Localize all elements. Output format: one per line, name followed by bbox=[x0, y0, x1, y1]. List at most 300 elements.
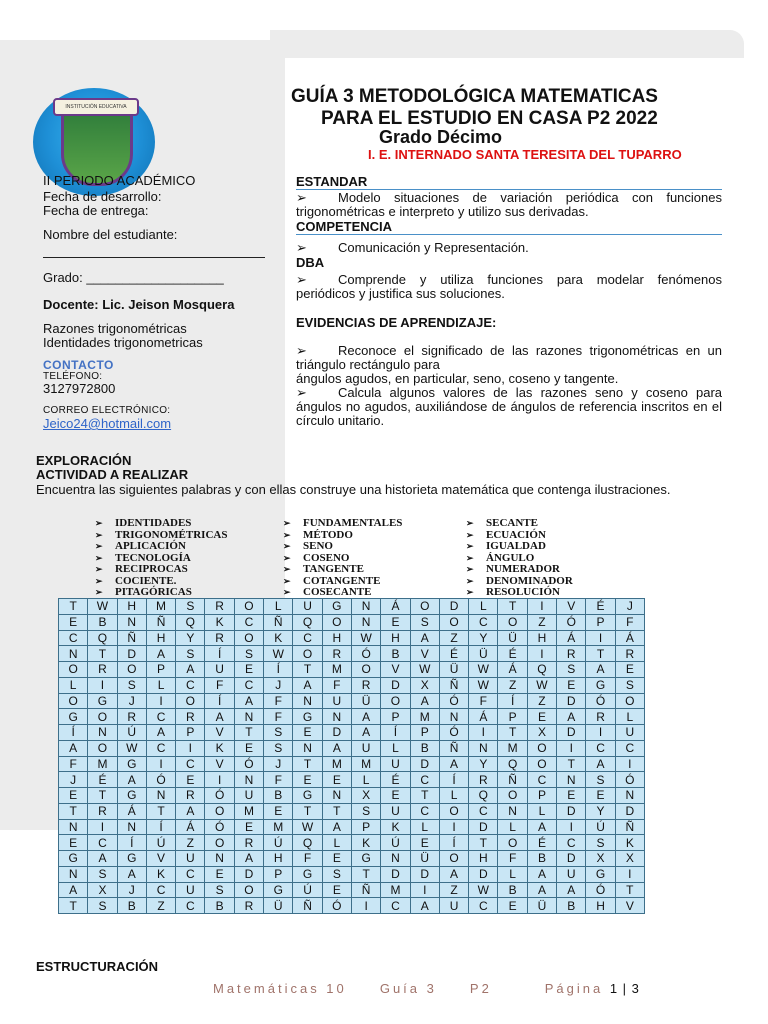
grid-cell[interactable]: D bbox=[411, 867, 440, 883]
grid-cell[interactable]: V bbox=[616, 898, 645, 914]
grid-cell[interactable]: I bbox=[352, 898, 381, 914]
grid-cell[interactable]: C bbox=[176, 678, 205, 694]
grid-cell[interactable]: G bbox=[118, 788, 147, 804]
grid-cell[interactable]: L bbox=[616, 709, 645, 725]
grid-cell[interactable]: C bbox=[235, 615, 264, 631]
grid-cell[interactable]: T bbox=[469, 835, 498, 851]
grid-cell[interactable]: Z bbox=[440, 631, 469, 647]
grid-cell[interactable]: P bbox=[381, 709, 410, 725]
grid-cell[interactable]: V bbox=[205, 725, 234, 741]
grid-cell[interactable]: A bbox=[118, 867, 147, 883]
grid-cell[interactable]: X bbox=[528, 725, 557, 741]
grid-cell[interactable]: U bbox=[440, 898, 469, 914]
grid-cell[interactable]: D bbox=[118, 646, 147, 662]
grid-cell[interactable]: N bbox=[118, 615, 147, 631]
grid-cell[interactable]: U bbox=[557, 867, 586, 883]
grid-cell[interactable]: B bbox=[498, 883, 527, 899]
grid-cell[interactable]: P bbox=[147, 662, 176, 678]
grid-cell[interactable]: Í bbox=[118, 835, 147, 851]
grid-cell[interactable]: P bbox=[352, 820, 381, 836]
grid-cell[interactable]: J bbox=[264, 678, 293, 694]
grid-cell[interactable]: S bbox=[586, 772, 615, 788]
grid-cell[interactable]: Y bbox=[469, 631, 498, 647]
grid-cell[interactable]: I bbox=[88, 820, 117, 836]
grid-cell[interactable]: C bbox=[147, 741, 176, 757]
grid-cell[interactable]: O bbox=[88, 709, 117, 725]
grid-cell[interactable]: R bbox=[205, 599, 234, 615]
grid-cell[interactable]: F bbox=[59, 757, 88, 773]
grid-cell[interactable]: A bbox=[440, 757, 469, 773]
grid-cell[interactable]: F bbox=[205, 678, 234, 694]
grid-cell[interactable]: O bbox=[293, 646, 322, 662]
grid-cell[interactable]: P bbox=[411, 725, 440, 741]
grid-cell[interactable]: É bbox=[381, 772, 410, 788]
grid-cell[interactable]: I bbox=[411, 883, 440, 899]
grid-cell[interactable]: Á bbox=[469, 709, 498, 725]
grid-cell[interactable]: S bbox=[586, 835, 615, 851]
grid-cell[interactable]: L bbox=[498, 820, 527, 836]
grid-cell[interactable]: T bbox=[293, 804, 322, 820]
grid-cell[interactable]: Ü bbox=[440, 662, 469, 678]
grid-cell[interactable]: L bbox=[352, 772, 381, 788]
grid-cell[interactable]: Ú bbox=[381, 835, 410, 851]
grid-cell[interactable]: O bbox=[59, 694, 88, 710]
grid-cell[interactable]: M bbox=[264, 820, 293, 836]
grid-cell[interactable]: X bbox=[88, 883, 117, 899]
grid-cell[interactable]: Á bbox=[616, 631, 645, 647]
grid-cell[interactable]: N bbox=[323, 709, 352, 725]
grid-cell[interactable]: T bbox=[59, 898, 88, 914]
grid-cell[interactable]: D bbox=[381, 867, 410, 883]
grid-cell[interactable]: I bbox=[176, 741, 205, 757]
grid-cell[interactable]: O bbox=[118, 662, 147, 678]
grid-cell[interactable]: C bbox=[88, 835, 117, 851]
grid-cell[interactable]: N bbox=[59, 820, 88, 836]
grid-cell[interactable]: U bbox=[381, 757, 410, 773]
grid-cell[interactable]: Ñ bbox=[440, 741, 469, 757]
grid-cell[interactable]: X bbox=[616, 851, 645, 867]
grid-cell[interactable]: L bbox=[381, 741, 410, 757]
grid-cell[interactable]: O bbox=[440, 804, 469, 820]
grid-cell[interactable]: Q bbox=[528, 662, 557, 678]
grid-cell[interactable]: Z bbox=[498, 678, 527, 694]
grid-cell[interactable]: B bbox=[88, 615, 117, 631]
grid-cell[interactable]: T bbox=[293, 757, 322, 773]
grid-cell[interactable]: A bbox=[557, 709, 586, 725]
grid-cell[interactable]: R bbox=[205, 631, 234, 647]
grid-cell[interactable]: O bbox=[205, 835, 234, 851]
grid-cell[interactable]: F bbox=[616, 615, 645, 631]
grid-cell[interactable]: V bbox=[381, 662, 410, 678]
grid-cell[interactable]: S bbox=[264, 725, 293, 741]
grid-cell[interactable]: H bbox=[528, 631, 557, 647]
grid-cell[interactable]: T bbox=[498, 599, 527, 615]
grid-cell[interactable]: G bbox=[59, 851, 88, 867]
grid-cell[interactable]: A bbox=[528, 883, 557, 899]
grid-cell[interactable]: B bbox=[411, 741, 440, 757]
grid-cell[interactable]: R bbox=[352, 678, 381, 694]
grid-cell[interactable]: S bbox=[557, 662, 586, 678]
grid-cell[interactable]: C bbox=[235, 678, 264, 694]
grid-cell[interactable]: L bbox=[411, 820, 440, 836]
grid-cell[interactable]: F bbox=[264, 772, 293, 788]
grid-cell[interactable]: J bbox=[59, 772, 88, 788]
grid-cell[interactable]: V bbox=[557, 599, 586, 615]
grid-cell[interactable]: N bbox=[147, 788, 176, 804]
grid-cell[interactable]: Z bbox=[528, 694, 557, 710]
grid-cell[interactable]: N bbox=[352, 615, 381, 631]
grid-cell[interactable]: Ó bbox=[586, 883, 615, 899]
grid-cell[interactable]: Á bbox=[557, 631, 586, 647]
grid-cell[interactable]: C bbox=[469, 804, 498, 820]
grid-cell[interactable]: F bbox=[469, 694, 498, 710]
grid-cell[interactable]: S bbox=[411, 615, 440, 631]
grid-cell[interactable]: F bbox=[323, 678, 352, 694]
grid-cell[interactable]: A bbox=[235, 694, 264, 710]
grid-cell[interactable]: Z bbox=[147, 898, 176, 914]
grid-cell[interactable]: C bbox=[147, 709, 176, 725]
grid-cell[interactable]: A bbox=[176, 662, 205, 678]
grid-cell[interactable]: O bbox=[235, 631, 264, 647]
grid-cell[interactable]: I bbox=[557, 820, 586, 836]
grid-cell[interactable]: M bbox=[323, 757, 352, 773]
grid-cell[interactable]: U bbox=[616, 725, 645, 741]
grid-cell[interactable]: G bbox=[88, 694, 117, 710]
grid-cell[interactable]: F bbox=[498, 851, 527, 867]
grid-cell[interactable]: O bbox=[616, 694, 645, 710]
grid-cell[interactable]: K bbox=[352, 835, 381, 851]
grid-cell[interactable]: L bbox=[264, 599, 293, 615]
grid-cell[interactable]: E bbox=[323, 772, 352, 788]
grid-cell[interactable]: N bbox=[205, 851, 234, 867]
grid-cell[interactable]: W bbox=[264, 646, 293, 662]
grid-cell[interactable]: Z bbox=[440, 883, 469, 899]
grid-cell[interactable]: Ñ bbox=[498, 772, 527, 788]
grid-cell[interactable]: Ó bbox=[323, 898, 352, 914]
grid-cell[interactable]: E bbox=[59, 788, 88, 804]
grid-cell[interactable]: E bbox=[381, 615, 410, 631]
grid-cell[interactable]: I bbox=[147, 694, 176, 710]
grid-cell[interactable]: É bbox=[498, 646, 527, 662]
grid-cell[interactable]: J bbox=[264, 757, 293, 773]
grid-cell[interactable]: M bbox=[88, 757, 117, 773]
grid-cell[interactable]: G bbox=[323, 599, 352, 615]
grid-cell[interactable]: G bbox=[293, 709, 322, 725]
grid-cell[interactable]: I bbox=[147, 757, 176, 773]
grid-cell[interactable]: I bbox=[205, 772, 234, 788]
grid-cell[interactable]: I bbox=[528, 599, 557, 615]
grid-cell[interactable]: Y bbox=[586, 804, 615, 820]
grid-cell[interactable]: K bbox=[381, 820, 410, 836]
grid-cell[interactable]: G bbox=[264, 883, 293, 899]
grid-cell[interactable]: Ú bbox=[147, 835, 176, 851]
grid-cell[interactable]: D bbox=[557, 851, 586, 867]
grid-cell[interactable]: L bbox=[147, 678, 176, 694]
grid-cell[interactable]: A bbox=[323, 820, 352, 836]
grid-cell[interactable]: E bbox=[498, 898, 527, 914]
grid-cell[interactable]: T bbox=[59, 804, 88, 820]
grid-cell[interactable]: V bbox=[147, 851, 176, 867]
grid-cell[interactable]: I bbox=[88, 678, 117, 694]
grid-cell[interactable]: T bbox=[586, 646, 615, 662]
grid-cell[interactable]: N bbox=[616, 788, 645, 804]
grid-cell[interactable]: N bbox=[557, 772, 586, 788]
grid-cell[interactable]: A bbox=[176, 804, 205, 820]
grid-cell[interactable]: E bbox=[528, 709, 557, 725]
grid-cell[interactable]: G bbox=[118, 851, 147, 867]
grid-cell[interactable]: Ñ bbox=[352, 883, 381, 899]
grid-cell[interactable]: Ñ bbox=[440, 678, 469, 694]
grid-cell[interactable]: O bbox=[381, 694, 410, 710]
grid-cell[interactable]: R bbox=[88, 804, 117, 820]
grid-cell[interactable]: E bbox=[264, 804, 293, 820]
grid-cell[interactable]: L bbox=[323, 835, 352, 851]
grid-cell[interactable]: H bbox=[469, 851, 498, 867]
grid-cell[interactable]: E bbox=[235, 662, 264, 678]
grid-cell[interactable]: E bbox=[323, 851, 352, 867]
grid-cell[interactable]: Q bbox=[293, 835, 322, 851]
grid-cell[interactable]: Í bbox=[498, 694, 527, 710]
grid-cell[interactable]: W bbox=[469, 678, 498, 694]
grid-cell[interactable]: T bbox=[323, 804, 352, 820]
grid-cell[interactable]: O bbox=[498, 615, 527, 631]
grid-cell[interactable]: B bbox=[118, 898, 147, 914]
grid-cell[interactable]: G bbox=[118, 757, 147, 773]
grid-cell[interactable]: M bbox=[235, 804, 264, 820]
grid-cell[interactable]: A bbox=[59, 883, 88, 899]
grid-cell[interactable]: T bbox=[59, 599, 88, 615]
grid-cell[interactable]: E bbox=[235, 741, 264, 757]
grid-cell[interactable]: Á bbox=[176, 820, 205, 836]
grid-cell[interactable]: S bbox=[264, 741, 293, 757]
grid-cell[interactable]: N bbox=[381, 851, 410, 867]
grid-cell[interactable]: N bbox=[235, 772, 264, 788]
grid-cell[interactable]: O bbox=[498, 835, 527, 851]
grid-cell[interactable]: S bbox=[323, 867, 352, 883]
grid-cell[interactable]: A bbox=[586, 757, 615, 773]
grid-cell[interactable]: A bbox=[235, 851, 264, 867]
grid-cell[interactable]: W bbox=[528, 678, 557, 694]
grid-cell[interactable]: U bbox=[293, 599, 322, 615]
grid-cell[interactable]: H bbox=[264, 851, 293, 867]
grid-cell[interactable]: C bbox=[411, 804, 440, 820]
grid-cell[interactable]: O bbox=[440, 851, 469, 867]
grid-cell[interactable]: Y bbox=[469, 757, 498, 773]
grid-cell[interactable]: H bbox=[147, 631, 176, 647]
grid-cell[interactable]: T bbox=[88, 646, 117, 662]
grid-cell[interactable]: Í bbox=[440, 772, 469, 788]
grid-cell[interactable]: M bbox=[498, 741, 527, 757]
grid-cell[interactable]: C bbox=[411, 772, 440, 788]
grid-cell[interactable]: T bbox=[293, 662, 322, 678]
grid-cell[interactable]: P bbox=[528, 788, 557, 804]
grid-cell[interactable]: F bbox=[264, 694, 293, 710]
grid-cell[interactable]: N bbox=[469, 741, 498, 757]
grid-cell[interactable]: Z bbox=[176, 835, 205, 851]
grid-cell[interactable]: F bbox=[264, 709, 293, 725]
grid-cell[interactable]: K bbox=[264, 631, 293, 647]
grid-cell[interactable]: A bbox=[205, 709, 234, 725]
grid-cell[interactable]: O bbox=[176, 694, 205, 710]
grid-cell[interactable]: Ó bbox=[235, 757, 264, 773]
grid-cell[interactable]: R bbox=[616, 646, 645, 662]
grid-cell[interactable]: A bbox=[586, 662, 615, 678]
grid-cell[interactable]: P bbox=[176, 725, 205, 741]
grid-cell[interactable]: Í bbox=[264, 662, 293, 678]
grid-cell[interactable]: G bbox=[586, 678, 615, 694]
grid-cell[interactable]: O bbox=[235, 599, 264, 615]
grid-cell[interactable]: Ó bbox=[440, 725, 469, 741]
grid-cell[interactable]: Ó bbox=[616, 772, 645, 788]
grid-cell[interactable]: A bbox=[528, 867, 557, 883]
grid-cell[interactable]: I bbox=[616, 757, 645, 773]
grid-cell[interactable]: O bbox=[323, 615, 352, 631]
grid-cell[interactable]: E bbox=[235, 820, 264, 836]
grid-cell[interactable]: Ú bbox=[293, 883, 322, 899]
grid-cell[interactable]: P bbox=[264, 867, 293, 883]
grid-cell[interactable]: I bbox=[586, 631, 615, 647]
grid-cell[interactable]: Ó bbox=[557, 615, 586, 631]
grid-cell[interactable]: N bbox=[59, 867, 88, 883]
grid-cell[interactable]: U bbox=[381, 804, 410, 820]
grid-cell[interactable]: C bbox=[176, 898, 205, 914]
grid-cell[interactable]: K bbox=[147, 867, 176, 883]
grid-cell[interactable]: C bbox=[147, 883, 176, 899]
grid-cell[interactable]: Ó bbox=[352, 646, 381, 662]
grid-cell[interactable]: G bbox=[59, 709, 88, 725]
grid-cell[interactable]: N bbox=[498, 804, 527, 820]
grid-cell[interactable]: R bbox=[323, 646, 352, 662]
grid-cell[interactable]: A bbox=[440, 867, 469, 883]
grid-cell[interactable]: C bbox=[293, 631, 322, 647]
grid-cell[interactable]: G bbox=[586, 867, 615, 883]
grid-cell[interactable]: É bbox=[440, 646, 469, 662]
grid-cell[interactable]: Ú bbox=[264, 835, 293, 851]
grid-cell[interactable]: P bbox=[586, 615, 615, 631]
grid-cell[interactable]: Ó bbox=[586, 694, 615, 710]
grid-cell[interactable]: A bbox=[352, 725, 381, 741]
grid-cell[interactable]: D bbox=[469, 820, 498, 836]
grid-cell[interactable]: D bbox=[557, 694, 586, 710]
grid-cell[interactable]: E bbox=[586, 788, 615, 804]
grid-cell[interactable]: W bbox=[118, 741, 147, 757]
grid-cell[interactable]: L bbox=[498, 867, 527, 883]
grid-cell[interactable]: N bbox=[352, 599, 381, 615]
grid-cell[interactable]: E bbox=[293, 772, 322, 788]
grid-cell[interactable]: E bbox=[557, 678, 586, 694]
grid-cell[interactable]: V bbox=[205, 757, 234, 773]
grid-cell[interactable]: F bbox=[293, 851, 322, 867]
grid-cell[interactable]: Í bbox=[381, 725, 410, 741]
grid-cell[interactable]: S bbox=[88, 867, 117, 883]
grid-cell[interactable]: J bbox=[616, 599, 645, 615]
grid-cell[interactable]: K bbox=[205, 741, 234, 757]
grid-cell[interactable]: O bbox=[205, 804, 234, 820]
grid-cell[interactable]: O bbox=[411, 599, 440, 615]
grid-cell[interactable]: Q bbox=[88, 631, 117, 647]
grid-cell[interactable]: R bbox=[235, 898, 264, 914]
grid-cell[interactable]: Ñ bbox=[616, 820, 645, 836]
grid-cell[interactable]: Í bbox=[440, 835, 469, 851]
grid-cell[interactable]: L bbox=[59, 678, 88, 694]
grid-cell[interactable]: N bbox=[59, 646, 88, 662]
grid-cell[interactable]: N bbox=[293, 741, 322, 757]
grid-cell[interactable]: C bbox=[528, 772, 557, 788]
grid-cell[interactable]: S bbox=[176, 646, 205, 662]
grid-cell[interactable]: R bbox=[88, 662, 117, 678]
grid-cell[interactable]: Z bbox=[528, 615, 557, 631]
grid-cell[interactable]: A bbox=[323, 741, 352, 757]
grid-cell[interactable]: Ñ bbox=[293, 898, 322, 914]
grid-cell[interactable]: B bbox=[528, 851, 557, 867]
grid-cell[interactable]: G bbox=[352, 851, 381, 867]
grid-cell[interactable]: O bbox=[528, 741, 557, 757]
grid-cell[interactable]: E bbox=[293, 725, 322, 741]
grid-cell[interactable]: J bbox=[118, 694, 147, 710]
grid-cell[interactable]: Ú bbox=[118, 725, 147, 741]
grid-cell[interactable]: Á bbox=[118, 804, 147, 820]
grid-cell[interactable]: I bbox=[586, 725, 615, 741]
grid-cell[interactable]: R bbox=[235, 835, 264, 851]
grid-cell[interactable]: W bbox=[469, 883, 498, 899]
grid-cell[interactable]: Q bbox=[176, 615, 205, 631]
grid-cell[interactable]: A bbox=[352, 709, 381, 725]
grid-cell[interactable]: Ü bbox=[528, 898, 557, 914]
grid-cell[interactable]: Í bbox=[205, 646, 234, 662]
grid-cell[interactable]: K bbox=[205, 615, 234, 631]
grid-cell[interactable]: T bbox=[616, 883, 645, 899]
grid-cell[interactable]: E bbox=[59, 615, 88, 631]
grid-cell[interactable]: X bbox=[586, 851, 615, 867]
grid-cell[interactable]: U bbox=[176, 851, 205, 867]
grid-cell[interactable]: Q bbox=[293, 615, 322, 631]
grid-cell[interactable]: A bbox=[147, 646, 176, 662]
grid-cell[interactable]: M bbox=[411, 709, 440, 725]
grid-cell[interactable]: O bbox=[528, 757, 557, 773]
grid-cell[interactable]: E bbox=[323, 883, 352, 899]
grid-cell[interactable]: R bbox=[176, 709, 205, 725]
grid-cell[interactable]: N bbox=[323, 788, 352, 804]
grid-cell[interactable]: D bbox=[557, 725, 586, 741]
grid-cell[interactable]: Ó bbox=[147, 772, 176, 788]
grid-cell[interactable]: A bbox=[88, 851, 117, 867]
grid-cell[interactable]: W bbox=[352, 631, 381, 647]
grid-cell[interactable]: C bbox=[469, 615, 498, 631]
grid-cell[interactable]: T bbox=[352, 867, 381, 883]
grid-cell[interactable]: P bbox=[498, 709, 527, 725]
grid-cell[interactable]: J bbox=[118, 883, 147, 899]
grid-cell[interactable]: D bbox=[557, 804, 586, 820]
grid-cell[interactable]: L bbox=[528, 804, 557, 820]
grid-cell[interactable]: O bbox=[498, 788, 527, 804]
grid-cell[interactable]: D bbox=[616, 804, 645, 820]
grid-cell[interactable]: C bbox=[616, 741, 645, 757]
grid-cell[interactable]: Ü bbox=[352, 694, 381, 710]
grid-cell[interactable]: Ó bbox=[205, 788, 234, 804]
grid-cell[interactable]: S bbox=[235, 646, 264, 662]
grid-cell[interactable]: C bbox=[176, 867, 205, 883]
grid-cell[interactable]: Ü bbox=[411, 851, 440, 867]
grid-cell[interactable]: O bbox=[235, 883, 264, 899]
grid-cell[interactable]: M bbox=[381, 883, 410, 899]
grid-cell[interactable]: B bbox=[557, 898, 586, 914]
grid-cell[interactable]: E bbox=[557, 788, 586, 804]
grid-cell[interactable]: A bbox=[411, 631, 440, 647]
grid-cell[interactable]: Ó bbox=[205, 820, 234, 836]
grid-cell[interactable]: E bbox=[616, 662, 645, 678]
grid-cell[interactable]: A bbox=[411, 898, 440, 914]
grid-cell[interactable]: É bbox=[586, 599, 615, 615]
